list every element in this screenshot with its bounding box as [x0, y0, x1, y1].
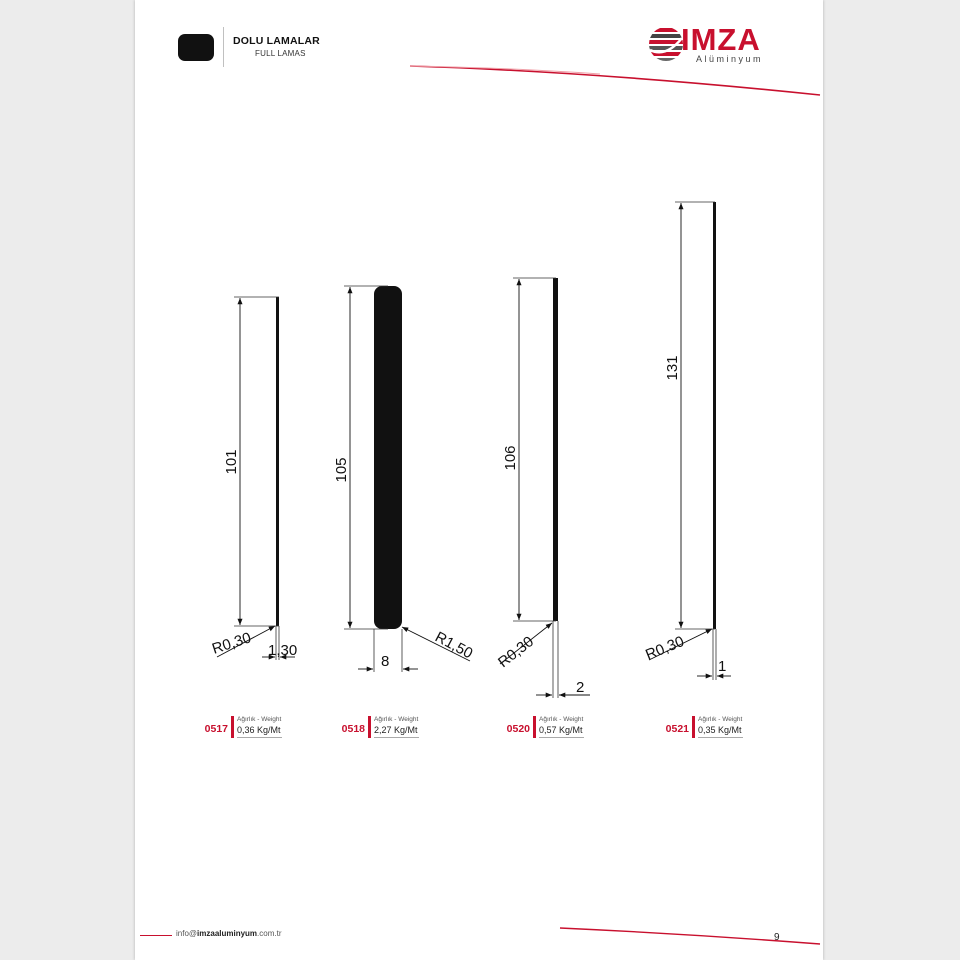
- brand-tagline: Alüminyum: [696, 54, 764, 64]
- profile-code: 0521: [665, 723, 689, 735]
- weight-value: 0,35 Kg/Mt: [698, 725, 742, 735]
- profile-0517-thickness-label: 1,30: [268, 642, 298, 659]
- profile-0517-drawing: [210, 297, 297, 660]
- profile-0521-radius-label: R0,30: [643, 632, 687, 664]
- profile-0521-drawing: [643, 202, 731, 680]
- profile-0521-thickness-label: 1: [718, 658, 727, 675]
- section-title: DOLU LAMALAR: [233, 35, 320, 47]
- profile-0517-shape: [276, 297, 279, 626]
- profile-0521-height-label: 131: [664, 355, 681, 381]
- profile-0520-shape: [553, 278, 558, 621]
- profile-0518-thickness-label: 8: [381, 653, 390, 670]
- profile-0521-shape: [713, 202, 716, 629]
- profile-0518-drawing: [333, 286, 475, 672]
- profile-code: 0520: [506, 723, 530, 735]
- profile-code: 0517: [204, 723, 228, 735]
- profile-0517-radius-label: R0,30: [209, 629, 254, 658]
- weight-label: Ağırlık - Weight: [237, 716, 282, 723]
- footer-rule: [140, 935, 172, 936]
- weight-value: 0,36 Kg/Mt: [237, 725, 281, 735]
- weight-label: Ağırlık - Weight: [539, 716, 584, 723]
- profile-0520-drawing: [495, 278, 590, 698]
- header-accent-line: [410, 66, 820, 95]
- section-subtitle: FULL LAMAS: [255, 49, 306, 58]
- profile-0517-height-label: 101: [223, 449, 240, 475]
- profile-0520-radius-label: R0,30: [494, 633, 538, 672]
- contact-email-link[interactable]: info@imzaaluminyum.com.tr: [176, 929, 282, 938]
- footer-accent-line: [560, 928, 820, 944]
- profile-0520-thickness-label: 2: [576, 679, 585, 696]
- profile-0518-shape: [374, 286, 402, 629]
- profile-code: 0518: [341, 723, 365, 735]
- brand-name: IMZA: [681, 22, 761, 57]
- profile-0520-height-label: 106: [502, 445, 519, 471]
- profile-0518-height-label: 105: [333, 457, 350, 483]
- profile-0518-radius-label: R1,50: [432, 628, 476, 663]
- weight-label: Ağırlık - Weight: [698, 716, 743, 723]
- page-number: 9: [774, 932, 780, 943]
- weight-value: 2,27 Kg/Mt: [374, 725, 418, 735]
- weight-label: Ağırlık - Weight: [374, 716, 419, 723]
- weight-value: 0,57 Kg/Mt: [539, 725, 583, 735]
